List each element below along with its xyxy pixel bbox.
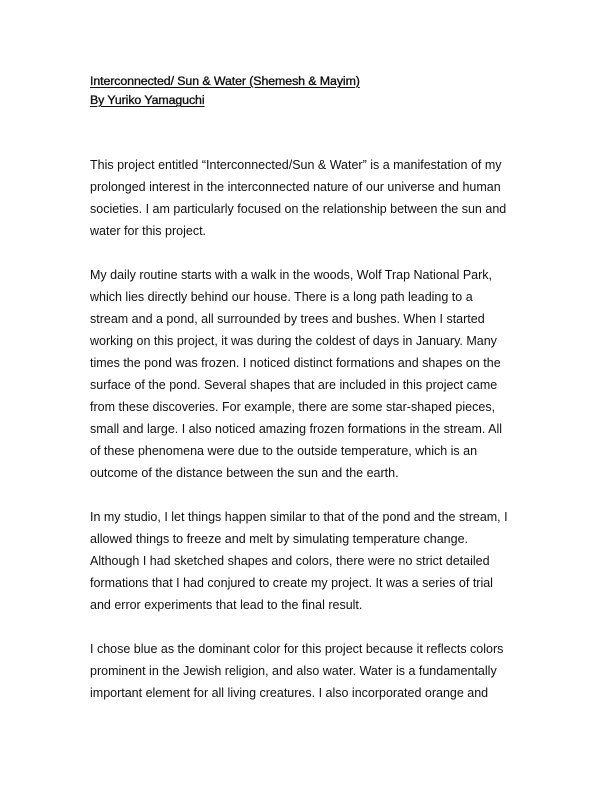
paragraph-2 [90, 264, 530, 484]
text-line: of these phenomena were due to the outside temperature, which is an [90, 444, 478, 458]
document-byline: By Yuriko Yamaguchi [90, 93, 205, 107]
text-line: stream and a pond, all surrounded by trees and bushes. When I started [90, 312, 485, 326]
text-line: prolonged interest in the interconnected nature of our universe and human [90, 180, 501, 194]
text-line: times the pond was frozen. I noticed distinct formations and shapes on the [90, 356, 501, 370]
text-line: outcome of the distance between the sun and the earth. [90, 466, 399, 480]
paragraph-4 [90, 638, 530, 704]
text-line: In my studio, I let things happen similar to that of the pond and the stream, I [90, 510, 508, 524]
text-line: which lies directly behind our house. There is a long path leading to a [90, 290, 473, 304]
text-line: I chose blue as the dominant color for this project because it reflects colors [90, 642, 504, 656]
text-line: My daily routine starts with a walk in the woods, Wolf Trap National Park, [90, 268, 493, 282]
text-line: This project entitled “Interconnected/Sun & Water” is a manifestation of my [90, 158, 502, 172]
text-line: prominent in the Jewish religion, and also water. Water is a fundamentally [90, 664, 497, 678]
text-line: societies. I am particularly focused on the relationship between the sun and [90, 202, 507, 216]
text-line: small and large. I also noticed amazing frozen formations in the stream. All [90, 422, 503, 436]
paragraph-1 [90, 154, 530, 242]
text-line: and error experiments that lead to the final result. [90, 598, 363, 612]
text-line: important element for all living creatures. I also incorporated orange and [90, 686, 489, 700]
text-line: allowed things to freeze and melt by simulating temperature change. [90, 532, 468, 546]
document-page [90, 72, 530, 726]
document-body [90, 154, 530, 704]
text-line: Although I had sketched shapes and colors, there were no strict detailed [90, 554, 490, 568]
text-line: working on this project, it was during the coldest of days in January. Many [90, 334, 497, 348]
text-line: surface of the pond. Several shapes that are included in this project came [90, 378, 498, 392]
text-line: from these discoveries. For example, there are some star-shaped pieces, [90, 400, 496, 414]
text-line: water for this project. [90, 224, 207, 238]
document-title: Interconnected/ Sun & Water (Shemesh & Mayim) [90, 74, 360, 88]
paragraph-3 [90, 506, 530, 616]
text-line: formations that I had conjured to create my project. It was a series of trial [90, 576, 493, 590]
